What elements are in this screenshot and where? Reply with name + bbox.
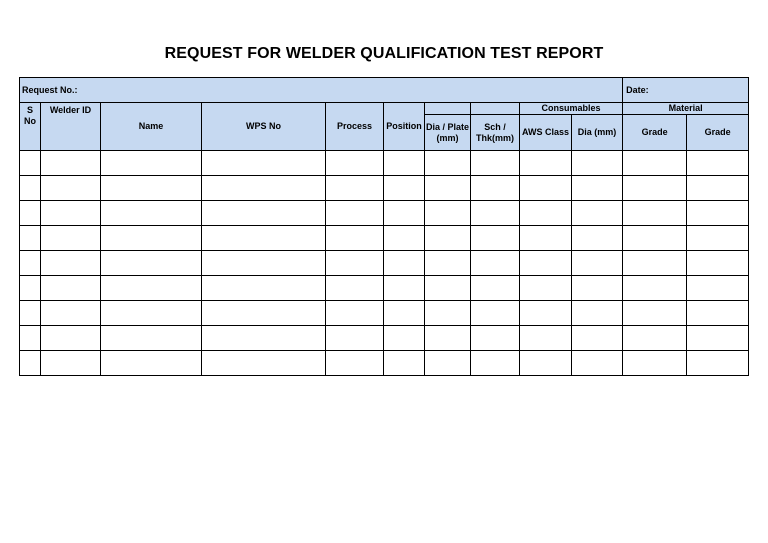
cell-grade-1[interactable] [623, 201, 687, 226]
cell-sch-thk[interactable] [471, 276, 520, 301]
cell-grade-2[interactable] [687, 251, 749, 276]
cell-sch-thk[interactable] [471, 301, 520, 326]
col-header-dia-mm: Dia (mm) [572, 115, 623, 151]
cell-position[interactable] [384, 251, 425, 276]
cell-grade-1[interactable] [623, 151, 687, 176]
cell-dia-mm[interactable] [572, 276, 623, 301]
cell-dia-plate[interactable] [425, 301, 471, 326]
cell-grade-1[interactable] [623, 276, 687, 301]
cell-grade-1[interactable] [623, 251, 687, 276]
cell-grade-2[interactable] [687, 151, 749, 176]
cell-sch-thk[interactable] [471, 251, 520, 276]
cell-welder-id[interactable] [41, 276, 101, 301]
cell-wps-no[interactable] [202, 226, 326, 251]
cell-welder-id[interactable] [41, 301, 101, 326]
cell-position[interactable] [384, 176, 425, 201]
request-no-label: Request No.: [22, 84, 78, 95]
cell-grade-1[interactable] [623, 351, 687, 376]
cell-dia-mm[interactable] [572, 201, 623, 226]
cell-dia-mm[interactable] [572, 251, 623, 276]
cell-position[interactable] [384, 151, 425, 176]
cell-welder-id[interactable] [41, 326, 101, 351]
cell-dia-plate[interactable] [425, 226, 471, 251]
cell-dia-mm[interactable] [572, 176, 623, 201]
col-header-process: Process [326, 103, 384, 151]
table-row [20, 201, 749, 226]
cell-aws-class[interactable] [520, 276, 572, 301]
cell-sch-thk[interactable] [471, 151, 520, 176]
qualification-table [19, 77, 749, 376]
cell-wps-no[interactable] [202, 251, 326, 276]
cell-aws-class[interactable] [520, 301, 572, 326]
cell-aws-class[interactable] [520, 176, 572, 201]
cell-aws-class[interactable] [520, 151, 572, 176]
cell-sno[interactable] [20, 251, 41, 276]
col-header-dia-plate: Dia / Plate (mm) [425, 115, 471, 151]
cell-grade-2[interactable] [687, 301, 749, 326]
cell-aws-class[interactable] [520, 326, 572, 351]
cell-sch-thk[interactable] [471, 201, 520, 226]
cell-grade-1[interactable] [623, 326, 687, 351]
cell-sno[interactable] [20, 301, 41, 326]
cell-wps-no[interactable] [202, 151, 326, 176]
cell-dia-plate[interactable] [425, 201, 471, 226]
cell-wps-no[interactable] [202, 201, 326, 226]
cell-process[interactable] [326, 176, 384, 201]
cell-welder-id[interactable] [41, 226, 101, 251]
cell-sch-thk[interactable] [471, 176, 520, 201]
cell-grade-2[interactable] [687, 351, 749, 376]
cell-grade-2[interactable] [687, 226, 749, 251]
cell-dia-plate[interactable] [425, 251, 471, 276]
cell-dia-plate[interactable] [425, 151, 471, 176]
cell-sno[interactable] [20, 201, 41, 226]
cell-process[interactable] [326, 301, 384, 326]
cell-process[interactable] [326, 226, 384, 251]
cell-name[interactable] [101, 176, 202, 201]
cell-aws-class[interactable] [520, 351, 572, 376]
cell-sch-thk[interactable] [471, 326, 520, 351]
cell-dia-mm[interactable] [572, 226, 623, 251]
cell-grade-2[interactable] [687, 276, 749, 301]
cell-welder-id[interactable] [41, 176, 101, 201]
table-row [20, 176, 749, 201]
cell-name[interactable] [101, 251, 202, 276]
cell-name[interactable] [101, 201, 202, 226]
request-no-field[interactable] [20, 78, 623, 103]
cell-sch-thk[interactable] [471, 351, 520, 376]
cell-welder-id[interactable] [41, 201, 101, 226]
cell-name[interactable] [101, 301, 202, 326]
col-header-aws-class: AWS Class [520, 115, 572, 151]
table-row [20, 301, 749, 326]
cell-dia-mm[interactable] [572, 351, 623, 376]
cell-sno[interactable] [20, 326, 41, 351]
cell-wps-no[interactable] [202, 276, 326, 301]
cell-position[interactable] [384, 301, 425, 326]
cell-dia-plate[interactable] [425, 351, 471, 376]
cell-aws-class[interactable] [520, 201, 572, 226]
cell-dia-plate[interactable] [425, 176, 471, 201]
table-row [20, 151, 749, 176]
cell-sno[interactable] [20, 151, 41, 176]
group-blank-sch [471, 103, 520, 115]
cell-grade-2[interactable] [687, 176, 749, 201]
cell-grade-2[interactable] [687, 326, 749, 351]
cell-wps-no[interactable] [202, 176, 326, 201]
cell-process[interactable] [326, 351, 384, 376]
cell-aws-class[interactable] [520, 251, 572, 276]
cell-welder-id[interactable] [41, 151, 101, 176]
cell-name[interactable] [101, 151, 202, 176]
table-row [20, 326, 749, 351]
table-row [20, 276, 749, 301]
col-header-grade-1: Grade [623, 115, 687, 151]
cell-sno[interactable] [20, 351, 41, 376]
cell-name[interactable] [101, 226, 202, 251]
cell-process[interactable] [326, 201, 384, 226]
form-title: REQUEST FOR WELDER QUALIFICATION TEST REPORT [164, 45, 604, 62]
cell-welder-id[interactable] [41, 351, 101, 376]
cell-sno[interactable] [20, 176, 41, 201]
cell-sch-thk[interactable] [471, 226, 520, 251]
cell-dia-plate[interactable] [425, 276, 471, 301]
cell-dia-mm[interactable] [572, 301, 623, 326]
table-row [20, 251, 749, 276]
col-header-wps-no: WPS No [202, 103, 326, 151]
cell-dia-mm[interactable] [572, 151, 623, 176]
cell-wps-no[interactable] [202, 301, 326, 326]
cell-process[interactable] [326, 276, 384, 301]
group-header-consumables: Consumables [520, 103, 623, 115]
col-header-grade-2: Grade [687, 115, 749, 151]
cell-process[interactable] [326, 326, 384, 351]
cell-grade-1[interactable] [623, 301, 687, 326]
cell-dia-mm[interactable] [572, 326, 623, 351]
cell-process[interactable] [326, 251, 384, 276]
date-label: Date: [626, 84, 649, 95]
table-row [20, 226, 749, 251]
col-header-sno: S No [20, 103, 41, 151]
cell-name[interactable] [101, 276, 202, 301]
date-field[interactable] [623, 78, 749, 103]
group-blank-dia [425, 103, 471, 115]
cell-position[interactable] [384, 326, 425, 351]
cell-wps-no[interactable] [202, 326, 326, 351]
cell-name[interactable] [101, 351, 202, 376]
col-header-name: Name [101, 103, 202, 151]
cell-process[interactable] [326, 151, 384, 176]
cell-wps-no[interactable] [202, 351, 326, 376]
cell-grade-2[interactable] [687, 201, 749, 226]
table-row [20, 351, 749, 376]
cell-grade-1[interactable] [623, 226, 687, 251]
cell-position[interactable] [384, 226, 425, 251]
cell-position[interactable] [384, 276, 425, 301]
cell-welder-id[interactable] [41, 251, 101, 276]
cell-position[interactable] [384, 201, 425, 226]
group-header-material: Material [623, 103, 749, 115]
cell-position[interactable] [384, 351, 425, 376]
col-header-position: Position [384, 103, 425, 151]
cell-grade-1[interactable] [623, 176, 687, 201]
cell-dia-plate[interactable] [425, 326, 471, 351]
cell-sno[interactable] [20, 276, 41, 301]
cell-name[interactable] [101, 326, 202, 351]
col-header-sch-thk: Sch / Thk(mm) [471, 115, 520, 151]
cell-sno[interactable] [20, 226, 41, 251]
col-header-welder-id: Welder ID [41, 103, 101, 151]
cell-aws-class[interactable] [520, 226, 572, 251]
